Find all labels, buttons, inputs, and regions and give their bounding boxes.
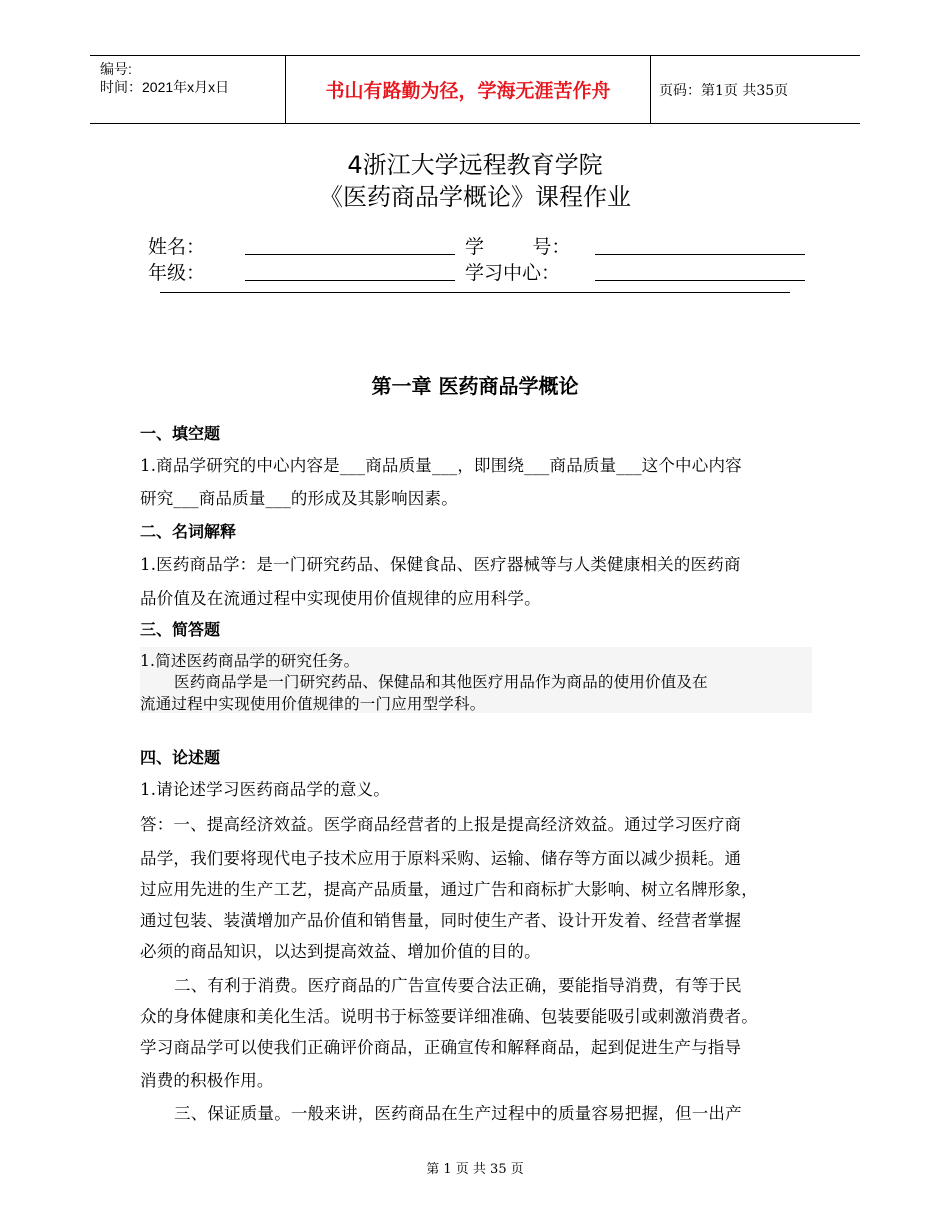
- short-answer-line-1: 医药商品学是一门研究药品、保健品和其他医疗用品作为商品的使用价值及在: [174, 673, 708, 691]
- time-label: 时间：2021年x月x日: [100, 79, 230, 95]
- page-header: [90, 55, 860, 124]
- essay-line-2: 品学，我们要将现代电子技术应用于原料采购、运输、储存等方面以减少损耗。通: [140, 849, 742, 868]
- header-meta: [100, 60, 229, 96]
- doc-title-line1: 4浙江大学远程教育学院: [347, 151, 603, 179]
- essay-line-4: 通过包装、装潢增加产品价值和销售量，同时使生产者、设计开发着、经营者掌握: [140, 911, 742, 930]
- name-blank: [245, 254, 455, 255]
- chapter-heading: 第一章 医药商品学概论: [371, 374, 579, 398]
- short-answer-question: 1.简述医药商品学的研究任务。: [140, 652, 360, 670]
- essay-line-9: 消费的积极作用。: [140, 1071, 274, 1090]
- section-essay: 四、论述题: [140, 748, 221, 767]
- essay-line-6: 二、有利于消费。医疗商品的广告宣传要合法正确，要能指导消费，有等于民: [174, 976, 742, 995]
- center-label: 学习中心：: [465, 262, 561, 284]
- essay-line-8: 学习商品学可以使我们正确评价商品，正确宣传和解释商品，起到促进生产与指导: [140, 1038, 742, 1057]
- doc-title-line2: 《医药商品学概论》课程作业: [319, 183, 631, 211]
- grade-blank: [245, 280, 455, 281]
- fill-blank-line-1: 1.商品学研究的中心内容是___商品质量___，即围绕___商品质量___这个中心内容: [140, 456, 742, 475]
- essay-line-10: 三、保证质量。一般来讲，医药商品在生产过程中的质量容易把握，但一出产: [174, 1104, 742, 1123]
- student-id-blank: [595, 254, 805, 255]
- terms-line-1: 1.医药商品学：是一门研究药品、保健食品、医疗器械等与人类健康相关的医药商: [140, 555, 741, 574]
- title-divider: [160, 292, 790, 293]
- id-label: 编号:: [100, 61, 132, 77]
- essay-line-7: 众的身体健康和美化生活。说明书于标签要详细准确、包装要能吸引或刺激消费者。: [140, 1007, 758, 1026]
- header-divider-2: [650, 56, 651, 123]
- fill-blank-line-2: 研究___商品质量___的形成及其影响因素。: [140, 489, 458, 508]
- terms-line-2: 品价值及在流通过程中实现使用价值规律的应用科学。: [140, 589, 541, 608]
- header-motto: 书山有路勤为径，学海无涯苦作舟: [325, 80, 611, 102]
- page-footer: 第 1 页 共 35 页: [426, 1162, 524, 1177]
- section-fill-blank: 一、填空题: [140, 424, 221, 443]
- essay-question: 1.请论述学习医药商品学的意义。: [140, 780, 390, 799]
- header-page-number: 页码：第1页 共35页: [659, 82, 789, 99]
- student-id-label: 学 号：: [465, 236, 571, 258]
- essay-line-1: 答：一、提高经济效益。医学商品经营者的上报是提高经济效益。通过学习医疗商: [140, 815, 742, 834]
- name-label: 姓名：: [148, 236, 206, 258]
- grade-label: 年级：: [148, 262, 206, 284]
- section-terms: 二、名词解释: [140, 522, 237, 541]
- short-answer-line-2: 流通过程中实现使用价值规律的一门应用型学科。: [140, 695, 486, 713]
- section-short-answer: 三、简答题: [140, 620, 221, 639]
- essay-line-3: 过应用先进的生产工艺，提高产品质量，通过广告和商标扩大影响、树立名牌形象，: [140, 880, 758, 899]
- center-blank: [595, 280, 805, 281]
- essay-line-5: 必须的商品知识，以达到提高效益、增加价值的目的。: [140, 942, 541, 961]
